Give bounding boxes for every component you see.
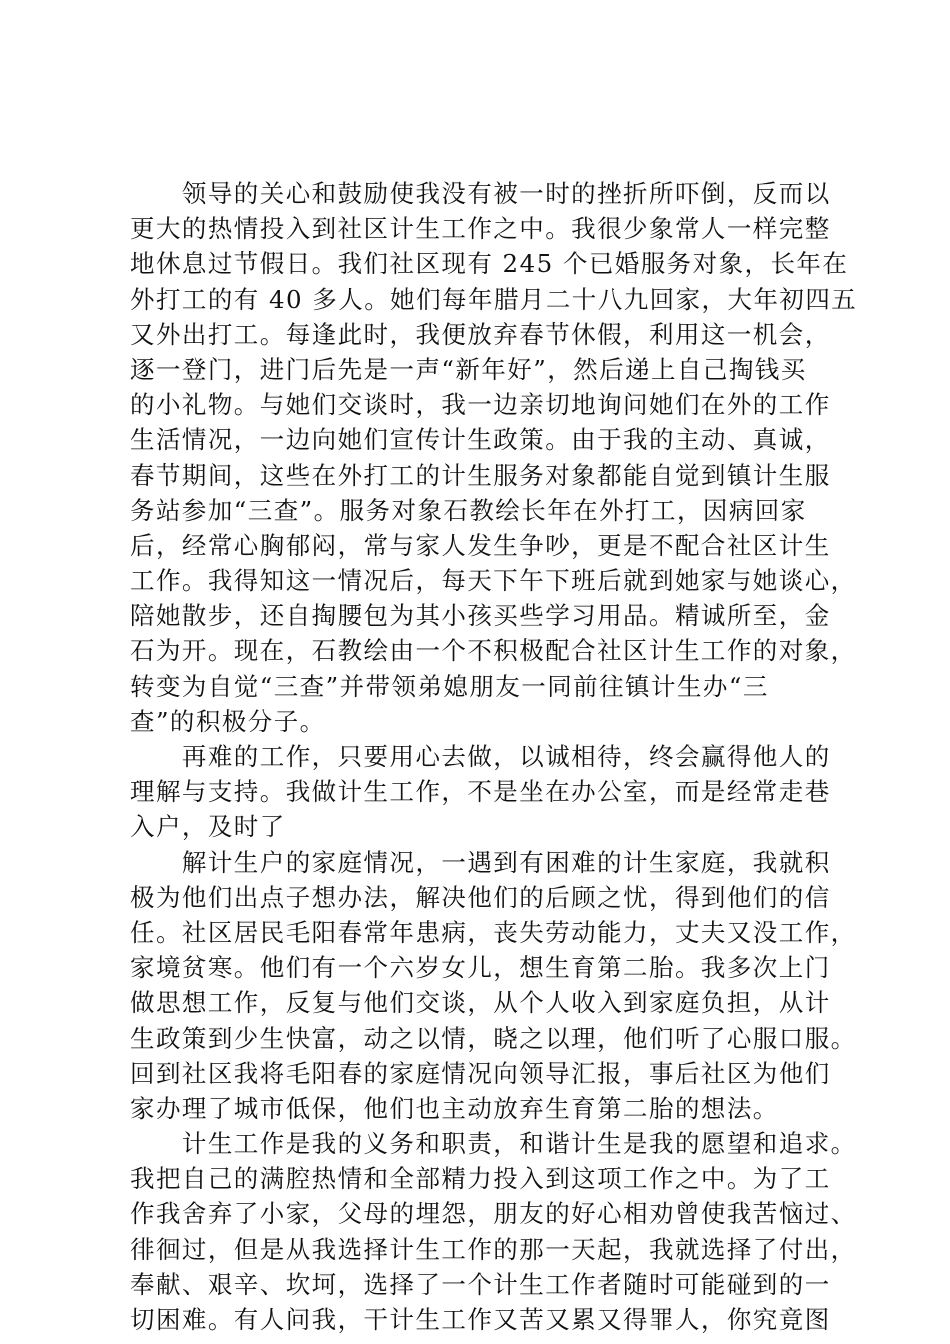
text-line: 切困难。有人问我，干计生工作又苦又累又得罪人，你究竟图 xyxy=(130,1305,831,1334)
text-line: 家境贫寒。他们有一个六岁女儿，想生育第二胎。我多次上门 xyxy=(130,953,831,983)
text-line: 我把自己的满腔热情和全部精力投入到这项工作之中。为了工 xyxy=(130,1164,831,1194)
text-line: 地休息过节假日。我们社区现有 245 个已婚服务对象，长年在 xyxy=(130,249,849,279)
text-line: 陪她散步，还自掏腰包为其小孩买些学习用品。精诚所至，金 xyxy=(130,601,831,631)
text-line: 作我舍弃了小家，父母的埋怨，朋友的好心相劝曾使我苦恼过、 xyxy=(130,1199,857,1229)
text-line: 石为开。现在，石教绘由一个不积极配合社区计生工作的对象， xyxy=(130,636,857,666)
text-line: 查”的积极分子。 xyxy=(130,706,326,736)
text-line: 春节期间，这些在外打工的计生服务对象都能自觉到镇计生服 xyxy=(130,460,831,490)
text-line: 务站参加“三查”。服务对象石教绘长年在外打工，因病回家 xyxy=(130,495,807,525)
text-line: 奉献、艰辛、坎坷，选择了一个计生工作者随时可能碰到的一 xyxy=(130,1269,831,1299)
text-line: 更大的热情投入到社区计生工作之中。我很少象常人一样完整 xyxy=(130,214,831,244)
text-line: 生活情况，一边向她们宣传计生政策。由于我的主动、真诚， xyxy=(130,425,831,455)
text-line: 转变为自觉“三查”并带领弟媳朋友一同前往镇计生办“三 xyxy=(130,671,769,701)
text-line: 解计生户的家庭情况，一遇到有困难的计生家庭，我就积 xyxy=(130,847,831,877)
text-line: 又外出打工。每逢此时，我便放弃春节休假，利用这一机会， xyxy=(130,319,831,349)
text-line: 理解与支持。我做计生工作，不是坐在办公室，而是经常走巷 xyxy=(130,777,831,807)
text-line: 任。社区居民毛阳春常年患病，丧失劳动能力，丈夫又没工作， xyxy=(130,917,857,947)
text-line: 回到社区我将毛阳春的家庭情况向领导汇报，事后社区为他们 xyxy=(130,1058,831,1088)
body-text xyxy=(130,176,858,1337)
text-line: 再难的工作，只要用心去做，以诚相待，终会赢得他人的 xyxy=(130,742,831,771)
text-line: 工作。我得知这一情况后，每天下午下班后就到她家与她谈心， xyxy=(130,566,857,596)
text-line: 入户，及时了 xyxy=(130,812,286,842)
text-line: 逐一登门，进门后先是一声“新年好”，然后递上自己掏钱买 xyxy=(130,354,807,384)
text-line: 计生工作是我的义务和职责，和谐计生是我的愿望和追求。 xyxy=(130,1129,857,1159)
text-line: 生政策到少生快富，动之以情，晓之以理，他们听了心服口服。 xyxy=(130,1023,857,1053)
text-line: 徘徊过，但是从我选择计生工作的那一天起，我就选择了付出， xyxy=(130,1234,857,1264)
text-line: 家办理了城市低保，他们也主动放弃生育第二胎的想法。 xyxy=(130,1093,779,1123)
text-line: 后，经常心胸郁闷，常与家人发生争吵，更是不配合社区计生 xyxy=(130,530,831,560)
text-line: 极为他们出点子想办法，解决他们的后顾之忧，得到他们的信 xyxy=(130,882,831,912)
text-line: 做思想工作，反复与他们交谈，从个人收入到家庭负担，从计 xyxy=(130,988,831,1018)
text-line: 的小礼物。与她们交谈时，我一边亲切地询问她们在外的工作 xyxy=(130,390,831,420)
text-line: 外打工的有 40 多人。她们每年腊月二十八九回家，大年初四五 xyxy=(130,284,858,314)
text-line: 领导的关心和鼓励使我没有被一时的挫折所吓倒，反而以 xyxy=(130,179,831,208)
